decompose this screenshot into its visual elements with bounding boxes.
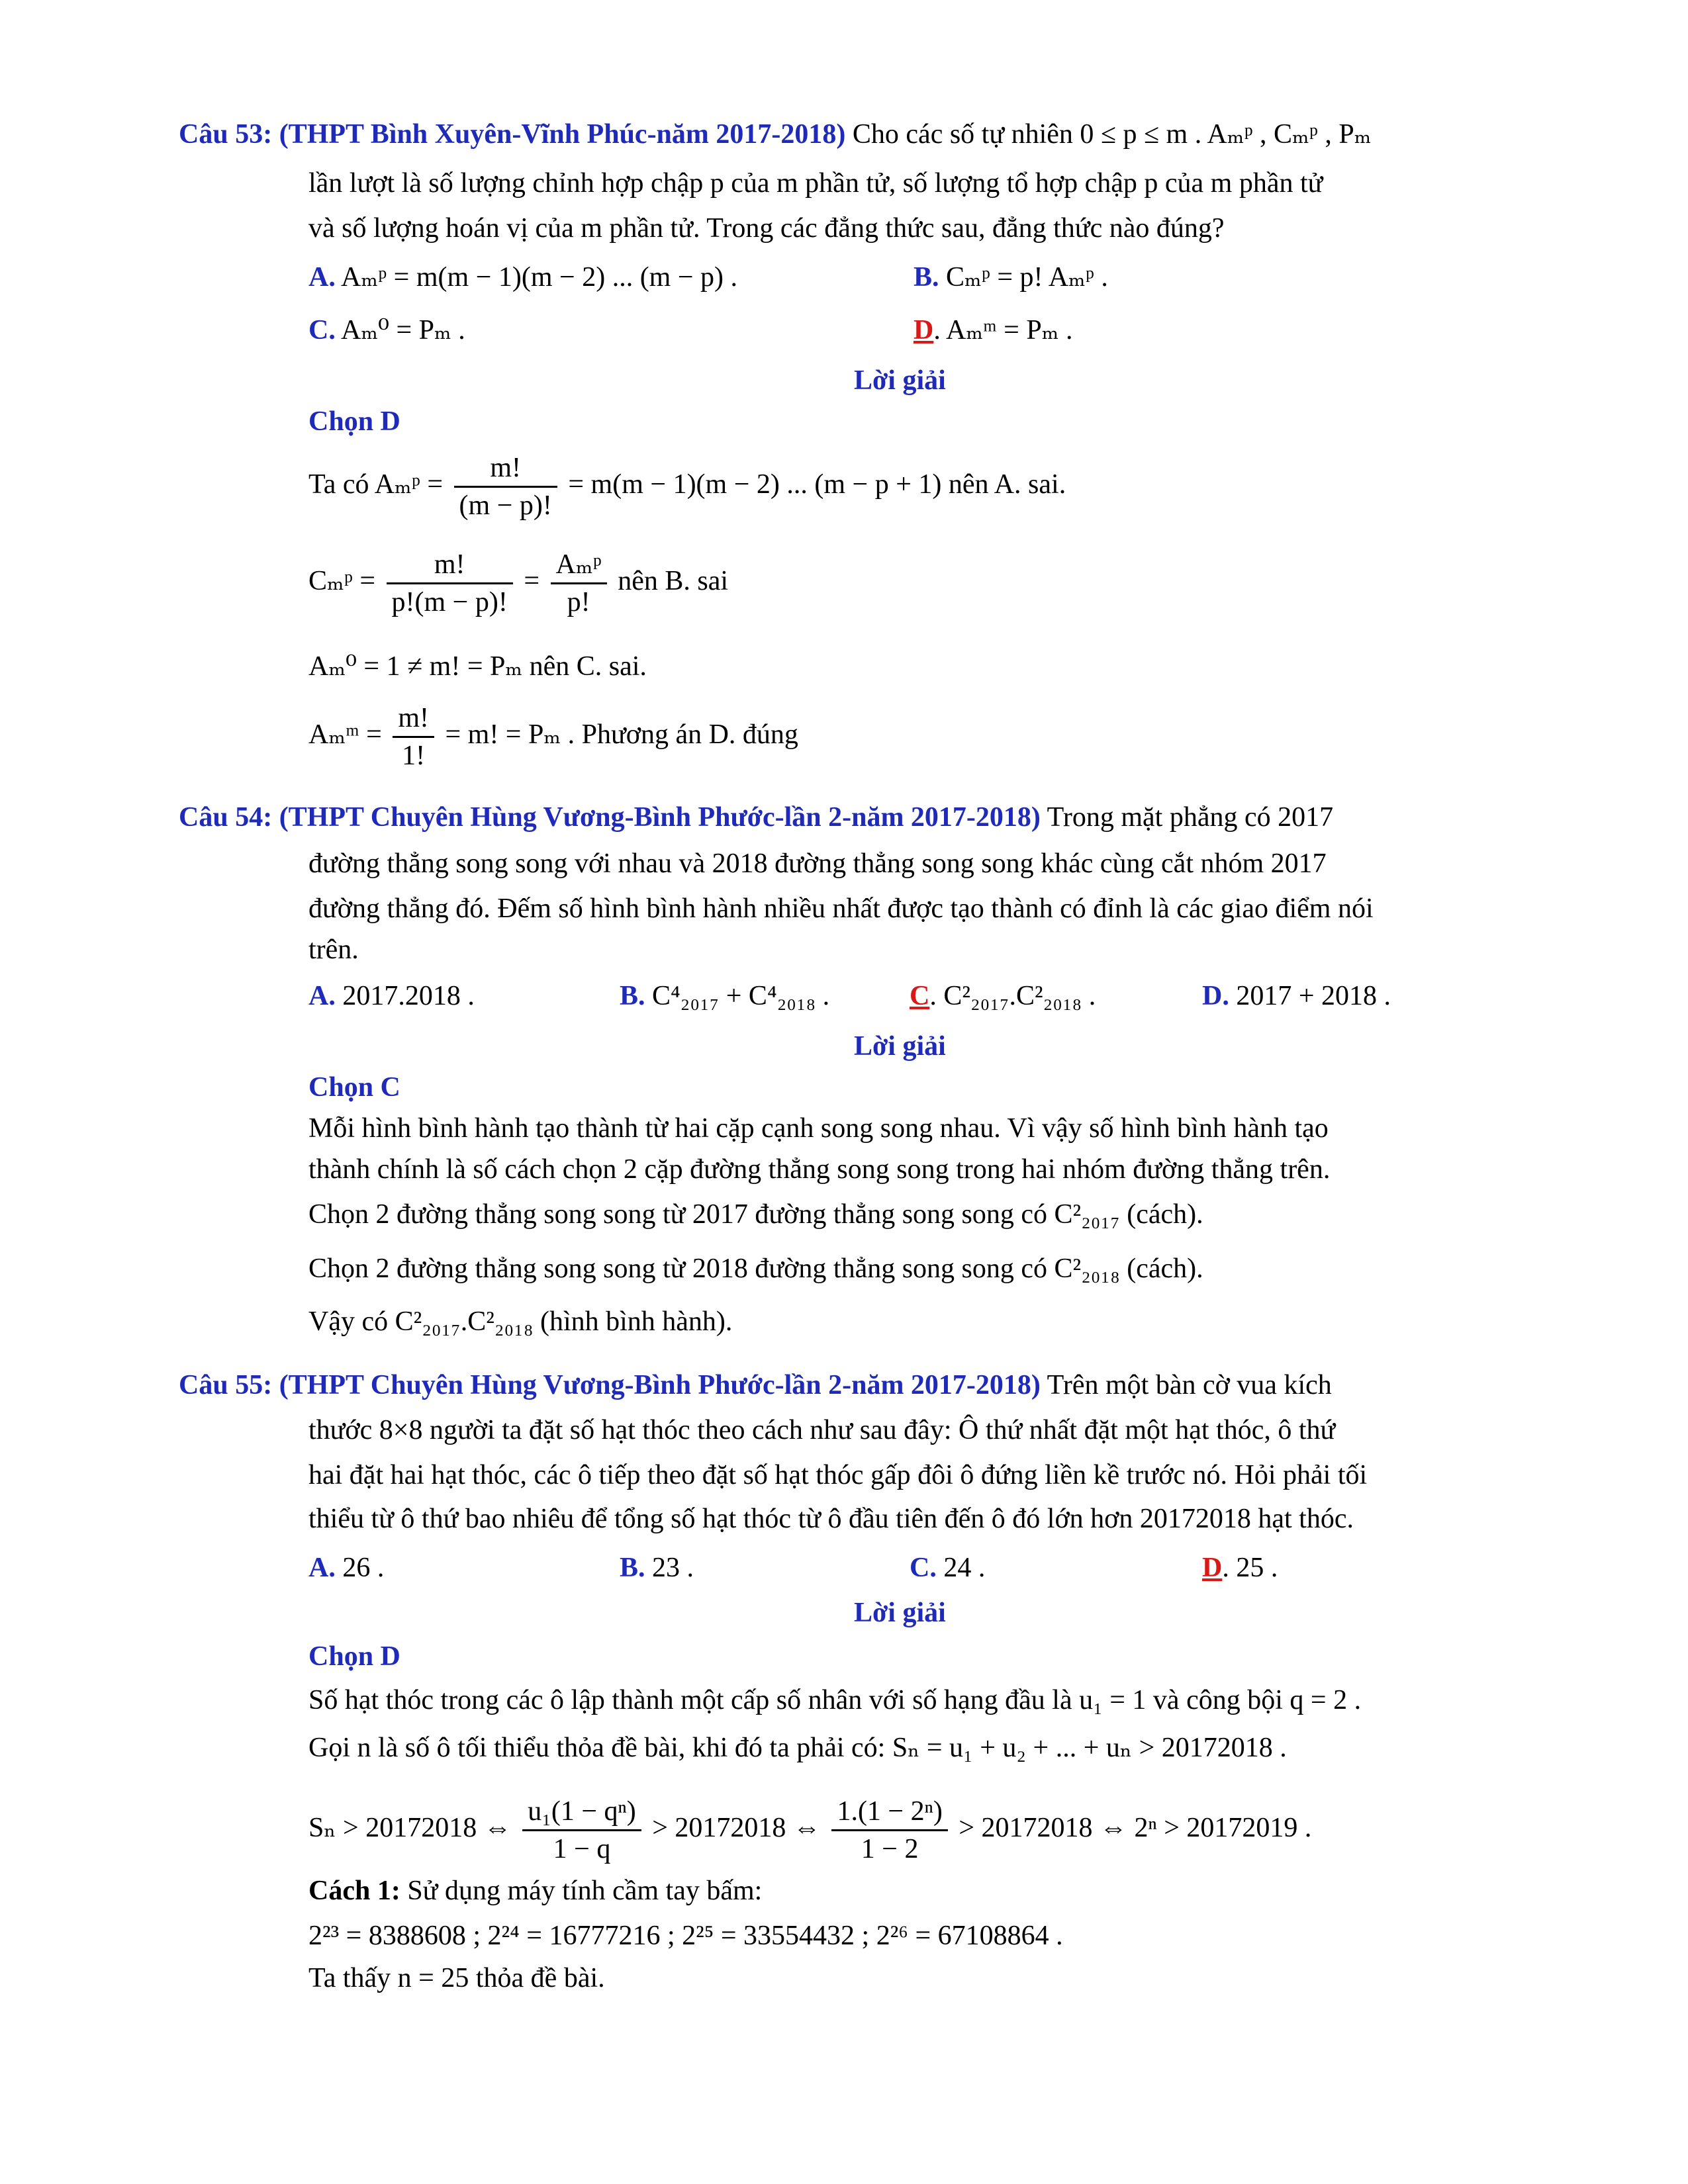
q55-option-c	[910, 1549, 985, 1587]
q54-option-c	[910, 977, 1096, 1015]
q53-stem-line-1	[179, 115, 1371, 154]
q53-s2-numerator-2: Aₘᵖ	[551, 547, 607, 584]
q55-solution-step-4: 2²³ = 8388608 ; 2²⁴ = 16777216 ; 2²⁵ = 33554432 ; 2²⁶ = 67108864 .	[308, 1921, 1063, 1951]
q53-s2-numerator-1: m!	[387, 547, 513, 584]
q54-solution-step-1: Mỗi hình bình hành tạo thành từ hai cặp cạnh song song nhau. Vì vậy số hình bình hành tạo	[308, 1113, 1329, 1144]
q55-solution-step-3	[308, 1794, 1311, 1867]
q53-option-d	[914, 311, 1072, 349]
q55-stem-line-2: thước 8×8 người ta đặt số hạt thóc theo cách như sau đây: Ô thứ nhất đặt một hạt thóc, ô thứ	[308, 1415, 1336, 1445]
q55-label: Câu 55:	[179, 1370, 273, 1400]
q53-s2-lhs: Cₘᵖ =	[308, 566, 376, 597]
q55-option-a-text: 26 .	[342, 1553, 385, 1583]
q54-stem-line-4: trên.	[308, 934, 359, 965]
q55-s3-post: > 20172018 ⇔ 2ⁿ > 20172019 .	[959, 1813, 1312, 1844]
q53-s4-fraction	[393, 700, 434, 774]
q55-s3-numerator-1: u₁(1 − qⁿ)	[522, 1794, 641, 1831]
q53-option-d-text: . Aₘᵐ = Pₘ .	[933, 315, 1073, 345]
q54-option-d-text: 2017 + 2018 .	[1236, 981, 1391, 1011]
q53-option-a-label: A.	[308, 262, 336, 293]
q54-option-c-text: . C²₂₀₁₇.C²₂₀₁₈ .	[929, 981, 1096, 1011]
q55-option-d-text: . 25 .	[1222, 1553, 1278, 1583]
q54-option-d	[1202, 977, 1391, 1015]
q54-stem-line-2: đường thẳng song song với nhau và 2018 đường thẳng song song khác cùng cắt nhóm 2017	[308, 848, 1327, 879]
q53-s2-rest: nên B. sai	[618, 566, 728, 597]
q53-label: Câu 53:	[179, 119, 273, 150]
q54-option-b	[620, 977, 829, 1015]
q53-stem-line-2: lần lượt là số lượng chỉnh hợp chập p của m phần tử, số lượng tổ hợp chập p của m phần tử	[308, 168, 1323, 199]
q54-option-a-text: 2017.2018 .	[342, 981, 475, 1011]
q55-option-c-text: 24 .	[943, 1553, 986, 1583]
q53-option-d-label: D	[914, 315, 934, 345]
q54-option-a	[308, 977, 475, 1015]
q53-solution-step-2: Cₘᵖ = $\frac{m!}{p!(m - p)!}$ = $\frac{\text{Aₘᵖ}}{p!}$ nên B. sai	[308, 547, 728, 620]
q55-option-a-label: A.	[308, 1553, 336, 1583]
q53-solution-step-3: Aₘ⁰ = 1 ≠ m! = Pₘ nên C. sai.	[308, 651, 647, 682]
q54-option-b-text: C⁴₂₀₁₇ + C⁴₂₀₁₈ .	[652, 981, 830, 1011]
q53-answer-choice: Chọn D	[308, 406, 400, 437]
q53-solution-step-4	[308, 700, 798, 774]
q55-stem-line-3: hai đặt hai hạt thóc, các ô tiếp theo đặt số hạt thóc gấp đôi ô đứng liền kề trước nó. Hỏi phải tối	[308, 1460, 1368, 1490]
q55-loigiai-heading: Lời giải	[854, 1598, 946, 1628]
q53-s1-denominator: (m − p)!	[459, 490, 552, 521]
q54-answer-choice: Chọn C	[308, 1072, 400, 1103]
q54-option-c-label: C	[910, 981, 930, 1011]
q54-solution-step-2: thành chính là số cách chọn 2 cặp đường thẳng song song trong hai nhóm đường thẳng trên.	[308, 1154, 1331, 1185]
q55-cach-1	[308, 1872, 762, 1910]
q54-loigiai-heading: Lời giải	[854, 1031, 946, 1062]
q55-cach-1-text: Sử dụng máy tính cầm tay bấm:	[407, 1876, 763, 1906]
q55-s3-fraction-2	[831, 1794, 947, 1867]
q53-option-b-label: B.	[914, 262, 939, 293]
q53-s2-denominator-1: p!(m − p)!	[391, 587, 508, 617]
q55-solution-step-5: Ta thấy n = 25 thỏa đề bài.	[308, 1963, 605, 1993]
q55-s3-denominator-1: 1 − q	[553, 1834, 611, 1864]
q55-solution-step-1: Số hạt thóc trong các ô lập thành một cấp số nhân với số hạng đầu là u₁ = 1 và công bội q = 2 .	[308, 1685, 1362, 1715]
q53-solution-step-1	[308, 450, 1066, 523]
q53-option-a	[308, 258, 737, 296]
q53-option-c-text: Aₘ⁰ = Pₘ .	[341, 315, 465, 345]
q54-stem-line-3: đường thẳng đó. Đếm số hình bình hành nhiều nhất được tạo thành có đỉnh là các giao điểm nói	[308, 893, 1374, 924]
q53-s4-numerator: m!	[393, 700, 434, 738]
q54-stem-line-1	[179, 798, 1333, 837]
q55-s3-numerator-2: 1.(1 − 2ⁿ)	[831, 1794, 947, 1831]
q53-s4-lhs: Aₘᵐ =	[308, 719, 382, 751]
q53-stem-1: Cho các số tự nhiên 0 ≤ p ≤ m . Aₘᵖ , Cₘᵖ , Pₘ	[852, 119, 1372, 150]
q53-loigiai-heading: Lời giải	[854, 365, 946, 396]
q54-option-d-label: D.	[1202, 981, 1229, 1011]
q55-solution-step-2: Gọi n là số ô tối thiểu thỏa đề bài, khi đó ta phải có: Sₙ = u₁ + u₂ + ... + uₙ > 20172018 .	[308, 1733, 1287, 1763]
q55-s3-mid: > 20172018 ⇔	[652, 1813, 821, 1844]
q53-s1-lhs: Aₘᵖ =	[374, 469, 444, 500]
q53-s1-pre: Ta có	[308, 469, 369, 500]
q53-option-c-label: C.	[308, 315, 336, 345]
q53-s2-fraction-1	[387, 547, 513, 620]
q55-s3-pre: Sₙ > 20172018 ⇔	[308, 1813, 512, 1844]
q55-option-d	[1202, 1549, 1278, 1587]
q55-option-b	[620, 1549, 694, 1587]
q53-stem-line-3: và số lượng hoán vị của m phần tử. Trong các đẳng thức sau, đẳng thức nào đúng?	[308, 213, 1225, 244]
q54-source: (THPT Chuyên Hùng Vương-Bình Phước-lần 2-năm 2017-2018)	[279, 802, 1041, 833]
q53-s1-fraction	[454, 450, 557, 523]
q54-option-b-label: B.	[620, 981, 645, 1011]
q54-option-a-label: A.	[308, 981, 336, 1011]
q55-source: (THPT Chuyên Hùng Vương-Bình Phước-lần 2-năm 2017-2018)	[279, 1370, 1041, 1400]
q55-answer-choice: Chọn D	[308, 1641, 400, 1672]
q55-option-c-label: C.	[910, 1553, 937, 1583]
q55-s3-fraction-1	[522, 1794, 641, 1867]
q55-option-d-label: D	[1202, 1553, 1223, 1583]
q55-cach-1-label: Cách 1:	[308, 1876, 400, 1906]
q55-stem-line-1	[179, 1366, 1332, 1404]
q54-solution-step-5: Vậy có C²₂₀₁₇.C²₂₀₁₈ (hình bình hành).	[308, 1306, 733, 1337]
q54-solution-step-4: Chọn 2 đường thẳng song song từ 2018 đường thẳng song song có C²₂₀₁₈ (cách).	[308, 1253, 1203, 1284]
q53-s4-rest: = m! = Pₘ . Phương án D. đúng	[445, 719, 798, 751]
q53-option-b	[914, 258, 1108, 296]
q53-s1-rest: = m(m − 1)(m − 2) ... (m − p + 1) nên A. sai.	[568, 469, 1066, 500]
q53-source: (THPT Bình Xuyên-Vĩnh Phúc-năm 2017-2018)	[279, 119, 846, 150]
q53-option-b-text: Cₘᵖ = p! Aₘᵖ .	[946, 262, 1108, 293]
q54-solution-step-3: Chọn 2 đường thẳng song song từ 2017 đường thẳng song song có C²₂₀₁₇ (cách).	[308, 1199, 1203, 1230]
q55-s3-denominator-2: 1 − 2	[861, 1834, 919, 1864]
q55-option-a	[308, 1549, 384, 1587]
q54-stem-1: Trong mặt phẳng có 2017	[1047, 802, 1334, 833]
q55-option-b-text: 23 .	[652, 1553, 694, 1583]
q53-s4-denominator: 1!	[402, 741, 426, 771]
q53-s2-denominator-2: p!	[567, 587, 590, 617]
q53-s2-fraction-2	[551, 547, 607, 620]
q55-stem-line-4: thiểu từ ô thứ bao nhiêu để tổng số hạt thóc từ ô đầu tiên đến ô đó lớn hơn 20172018 hạt thóc.	[308, 1504, 1354, 1534]
q55-stem-1: Trên một bàn cờ vua kích	[1047, 1370, 1332, 1400]
q53-option-c	[308, 311, 465, 349]
q55-option-b-label: B.	[620, 1553, 645, 1583]
q54-label: Câu 54:	[179, 802, 273, 833]
q53-s1-numerator: m!	[454, 450, 557, 488]
q53-option-a-text: Aₘᵖ = m(m − 1)(m − 2) ... (m − p) .	[341, 262, 738, 293]
